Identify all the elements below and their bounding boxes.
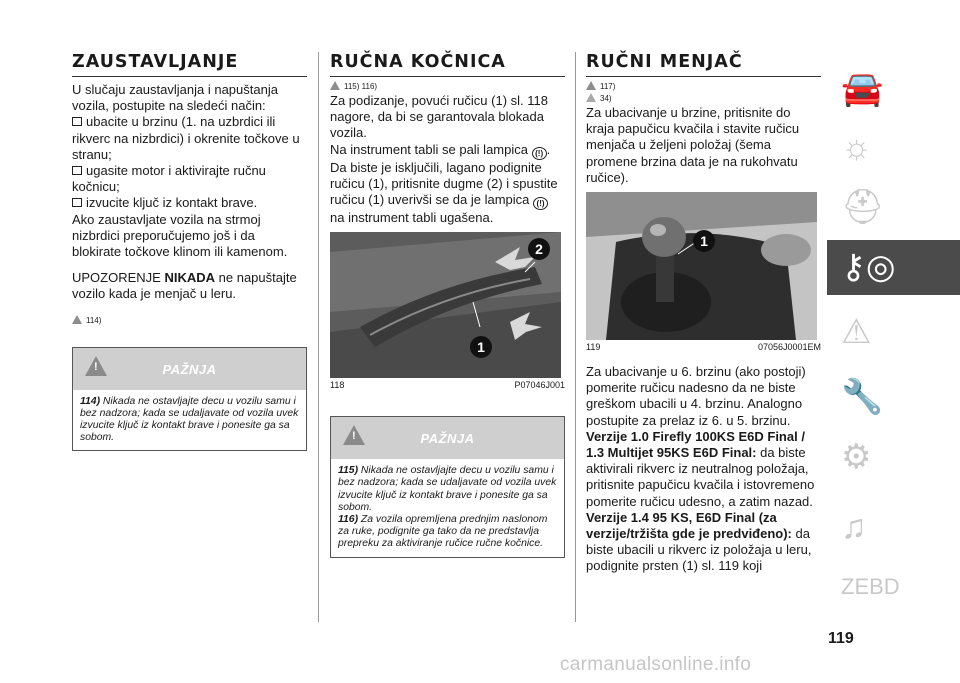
dashboard-lights-icon: ☼ <box>841 128 873 166</box>
caution-title: PAŽNJA <box>420 431 475 447</box>
handbrake-figure <box>330 232 561 378</box>
handbrake-illustration <box>330 232 561 378</box>
warning-reference: 115) 116) <box>330 81 565 93</box>
column-divider <box>575 52 576 622</box>
checkbox-bullet-icon <box>72 117 82 126</box>
caution-header <box>331 417 564 459</box>
gear-icon: ⚙ <box>841 438 872 476</box>
bullet-item: ubacite u brzinu (1. na uzbrdici ili rikverc na nizbrdici) i okrenite točkove u stranu; <box>72 114 300 162</box>
body-text: Verzije 1.0 Firefly 100KS E6D Final / 1.3 Multijet 95KS E6D Final: da biste aktivirali rikverc iz neutralnog položaja, pritisnite papučicu kvačila i istovremeno pomerite ručicu udesno, a zatim nazad. <box>586 428 815 509</box>
warning-triangle-icon <box>586 81 596 90</box>
callout-1: 1 <box>693 230 715 252</box>
brake-warning-lamp-icon: (!) <box>533 197 548 210</box>
caution-text: 115) Nikada ne ostavljajte decu u vozilu samu i bez nadzora; kada se udaljavate od vozila uvek izvucite ključ iz kontakt brave i ponesite ga sa sobom. 116) Za vozila opremljena prednjim naslonom za ruke, podignite ga tako da ne predstavlja prepreku za aktiviranje ručice ručne kočnice. <box>338 465 557 550</box>
checkbox-bullet-icon <box>72 198 82 207</box>
tab-technical[interactable] <box>827 430 960 485</box>
checkbox-bullet-icon <box>72 166 82 175</box>
body-text: Verzije 1.4 95 KS, E6D Final (za verzije/tržišta gde je predviđeno): da biste ubacili u rikverc iz položaja u leru, podignite prsten (1) sl. 119 koji <box>586 509 812 574</box>
warning-triangle-icon: ! <box>343 425 365 445</box>
warning-reference: 117) <box>586 81 821 93</box>
section-heading: ZAUSTAVLJANJE <box>72 52 307 77</box>
bullet-item: izvucite ključ iz kontakt brave. <box>72 195 307 211</box>
tab-safety[interactable] <box>827 180 960 235</box>
body-text: Na instrument tabli se pali lampica (!) . <box>330 141 551 158</box>
tab-multimedia[interactable] <box>827 500 960 555</box>
caution-text: 114) Nikada ne ostavljajte decu u vozilu samu i bez nadzora; kada se udaljavate od vozila uvek izvucite ključ iz kontakt brave i ponesite ga sa sobom. <box>80 395 299 444</box>
body-text: Da biste je isključili, lagano podignite ručicu (1), pritisnite dugme (2) i spustite ručicu (1) uverivši se da je lampica (!) na instrument tabli ugašena. <box>330 159 558 226</box>
warning-triangle-icon: ! <box>85 356 107 376</box>
body-text: Za ubacivanje u brzine, pritisnite do kraja papučicu kvačila i stavite ručicu menjača u željeni položaj (šema promene brzina data je na rukohvatu ručice). <box>586 105 800 185</box>
tab-index[interactable] <box>827 560 960 615</box>
wrench-car-icon: 🔧 <box>841 378 884 416</box>
warning-triangle-icon: ⚠ <box>841 313 872 351</box>
figure-caption: 118 P07046J001 <box>330 380 565 391</box>
callout-1: 1 <box>470 336 492 358</box>
section-heading: RUČNI MENJAČ <box>586 52 821 77</box>
car-icon: 🚘 <box>841 70 884 108</box>
warning-triangle-icon <box>72 315 82 324</box>
tab-maintenance[interactable] <box>827 370 960 425</box>
info-triangle-icon <box>586 93 596 102</box>
tab-car[interactable] <box>827 62 960 117</box>
body-text: Za podizanje, povući ručicu (1) sl. 118 nagore, da bi se garantovala blokada vozila. <box>330 93 548 141</box>
multimedia-icon: ♫ <box>841 508 867 546</box>
watermark: carmanualsonline.info <box>560 654 752 675</box>
warning-text: UPOZORENJE NIKADA ne napuštajte vozilo kada je menjač u leru. <box>72 270 297 302</box>
column-handbrake <box>330 52 565 558</box>
caution-box <box>72 347 307 452</box>
index-letters-icon: ZEBD <box>841 574 900 599</box>
brake-warning-lamp-icon: (!) <box>532 147 547 160</box>
intro-text: U slučaju zaustavljanja i napuštanja vozila, postupite na sledeći način: <box>72 82 278 114</box>
tab-dashboard[interactable] <box>827 120 960 175</box>
caution-header <box>73 348 306 390</box>
page-number: 119 <box>828 630 854 647</box>
figure-caption: 119 07056J0001EM <box>586 342 821 353</box>
caution-box <box>330 416 565 557</box>
section-heading: RUČNA KOČNICA <box>330 52 565 77</box>
warning-triangle-icon <box>330 81 340 90</box>
key-steering-icon: ⚷◎ <box>841 248 896 286</box>
info-reference: 34) <box>586 93 821 105</box>
caution-title: PAŽNJA <box>162 361 217 377</box>
tab-emergency[interactable] <box>827 305 960 360</box>
warning-reference: 114) <box>72 315 307 327</box>
gearshift-figure <box>586 192 817 340</box>
body-text: Ako zaustavljate vozila na strmoj nizbrdici preporučujemo još i da blokirate točkove klinom ili kamenom. <box>72 211 288 260</box>
column-divider <box>318 52 319 622</box>
column-manual-gearbox <box>586 52 821 575</box>
bullet-item: ugasite motor i aktivirajte ručnu kočnicu; <box>72 163 266 195</box>
callout-2: 2 <box>528 238 550 260</box>
tab-starting-driving[interactable] <box>827 240 960 295</box>
column-stopping <box>72 52 307 451</box>
body-text: Za ubacivanje u 6. brzinu (ako postoji) pomerite ručicu nadesno da ne biste greškom ubacili u 4. brzinu. Analogno postupite za prelaz iz 6. u 5. brzinu. <box>586 364 806 428</box>
seat-safety-icon: ⛑ <box>841 188 885 226</box>
gearshift-illustration <box>586 192 817 340</box>
